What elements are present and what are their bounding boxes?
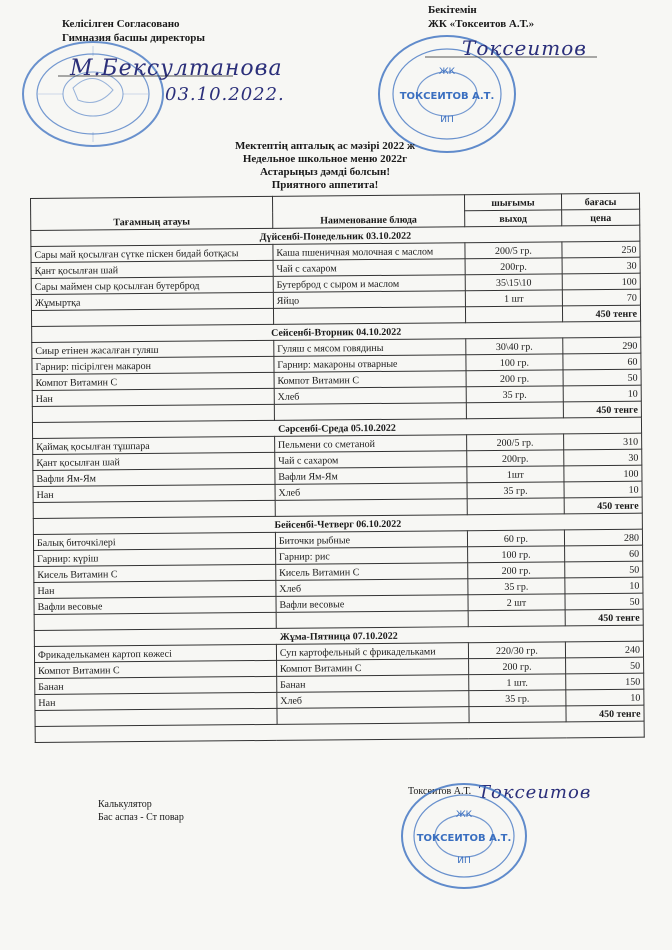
dish-name-ru: Суп картофельный с фрикадельками <box>276 643 468 661</box>
dish-name-ru: Хлеб <box>276 579 468 597</box>
dish-price: 50 <box>566 657 644 674</box>
empty-cell <box>273 307 465 325</box>
dish-output: 35 гр. <box>468 578 565 595</box>
day-total: 450 тенге <box>565 609 643 626</box>
day-name: Сәрсенбі-Среда 05.10.2022 <box>32 417 641 438</box>
dish-name-kz: Сиыр етінен жасалған гуляш <box>32 340 274 358</box>
dish-name-ru: Гарнир: макароны отварные <box>274 355 466 373</box>
day-name: Дүйсенбі-Понедельник 03.10.2022 <box>31 225 640 246</box>
dish-name-kz: Сары маймен сыр қосылған бутерброд <box>31 276 273 294</box>
dish-name-ru: Пельмени со сметаной <box>274 435 466 453</box>
dish-price: 10 <box>566 689 644 706</box>
ip-stamp-top-kz: ЖК <box>438 67 456 77</box>
dish-name-kz: Гарнир: пісірілген макарон <box>32 356 274 374</box>
ip-stamp-bottom-name: ТОКСЕИТОВ А.Т. <box>416 833 512 844</box>
dish-output: 200/5 гр. <box>465 242 562 259</box>
day-total: 450 тенге <box>563 401 641 418</box>
dish-price: 290 <box>563 337 641 354</box>
dish-name-ru: Биточки рыбные <box>275 531 467 549</box>
ip-stamp-top-name: ТОКСЕИТОВ А.Т. <box>399 91 495 102</box>
footer-calculator: Калькулятор <box>98 799 152 810</box>
col-output-kz: шығымы <box>464 194 561 211</box>
dish-name-kz: Компот Витамин С <box>32 372 274 390</box>
empty-cell <box>466 402 563 419</box>
dish-price: 150 <box>566 673 644 690</box>
dish-output: 2 шт <box>468 594 565 611</box>
dish-output: 1 шт <box>465 290 562 307</box>
approval-left-line2: Гимназия басшы директоры <box>62 32 205 44</box>
dish-name-kz: Сары май қосылған сүтке піскен бидай ботқасы <box>31 244 273 262</box>
dish-output: 100 гр. <box>467 546 564 563</box>
dish-output: 1шт <box>467 466 564 483</box>
dish-name-ru: Чай с сахаром <box>273 259 465 277</box>
dish-price: 10 <box>565 577 643 594</box>
dish-output: 35 гр. <box>466 386 563 403</box>
dish-name-ru: Хлеб <box>277 691 469 709</box>
dish-output: 220/30 гр. <box>468 642 565 659</box>
col-price-kz: бағасы <box>562 193 640 210</box>
dish-name-ru: Бутерброд с сыром и маслом <box>273 275 465 293</box>
day-total: 450 тенге <box>566 705 644 722</box>
empty-cell <box>275 499 467 517</box>
dish-name-ru: Вафли Ям-Ям <box>275 467 467 485</box>
dish-name-kz: Компот Витамин С <box>35 660 277 678</box>
dish-price: 50 <box>563 369 641 386</box>
dish-name-kz: Жұмыртқа <box>31 292 273 310</box>
approval-right <box>428 3 534 31</box>
approval-right-line1: Бекітемін <box>428 4 477 16</box>
dish-name-kz: Банан <box>35 676 277 694</box>
menu-title <box>170 140 480 192</box>
empty-cell <box>276 611 468 629</box>
dish-output: 200 гр. <box>466 370 563 387</box>
footer-signature: Токсеитов <box>478 782 592 803</box>
title-line1: Мектептің апталық ас мәзірі 2022 ж <box>235 140 415 152</box>
dish-output: 35 гр. <box>469 690 566 707</box>
dish-output: 35 гр. <box>467 482 564 499</box>
empty-cell <box>465 306 562 323</box>
approval-right-line2: ЖК «Токсеитов А.Т.» <box>428 18 535 30</box>
dish-output: 200 гр. <box>468 658 565 675</box>
dish-price: 100 <box>564 465 642 482</box>
dish-name-kz: Кисель Витамин С <box>34 564 276 582</box>
title-line3: Астарыңыз дәмді болсын! <box>259 166 391 178</box>
footer-left <box>98 798 184 824</box>
dish-price: 100 <box>562 273 640 290</box>
dish-price: 250 <box>562 241 640 258</box>
dish-name-kz: Гарнир: күріш <box>34 548 276 566</box>
left-date: 03.10.2022. <box>165 84 285 105</box>
dish-name-ru: Банан <box>277 675 469 693</box>
dish-name-kz: Нан <box>35 692 277 710</box>
dish-output: 200гр. <box>467 450 564 467</box>
empty-cell <box>274 403 466 421</box>
title-line2: Недельное школьное меню 2022г <box>242 153 408 165</box>
dish-name-ru: Хлеб <box>275 483 467 501</box>
ip-stamp-top-ru: ИП <box>440 115 454 125</box>
menu-table <box>30 193 645 743</box>
dish-name-ru: Яйцо <box>273 291 465 309</box>
dish-price: 240 <box>565 641 643 658</box>
dish-name-kz: Қант қосылған шай <box>33 452 275 470</box>
dish-price: 30 <box>562 257 640 274</box>
day-total: 450 тенге <box>564 497 642 514</box>
dish-name-ru: Вафли весовые <box>276 595 468 613</box>
dish-name-ru: Компот Витамин С <box>276 659 468 677</box>
dish-name-ru: Каша пшеничная молочная с маслом <box>273 243 465 261</box>
dish-name-kz: Вафли Ям-Ям <box>33 468 275 486</box>
dish-price: 10 <box>563 385 641 402</box>
dish-name-ru: Кисель Витамин С <box>276 563 468 581</box>
dish-output: 200/5 гр. <box>466 434 563 451</box>
dish-name-kz: Қаймақ қосылған тұшпара <box>33 436 275 454</box>
dish-name-kz: Нан <box>32 388 274 406</box>
empty-cell <box>467 498 564 515</box>
dish-output: 1 шт. <box>468 674 565 691</box>
dish-name-ru: Чай с сахаром <box>275 451 467 469</box>
dish-output: 60 гр. <box>467 530 564 547</box>
empty-cell <box>469 706 566 723</box>
dish-output: 30\40 гр. <box>466 338 563 355</box>
day-name: Сейсенбі-Вторник 04.10.2022 <box>32 321 641 342</box>
dish-price: 60 <box>563 353 641 370</box>
dish-name-kz: Қант қосылған шай <box>31 260 273 278</box>
right-signature: Токсеитов <box>462 36 587 60</box>
ip-stamp-bottom-ru: ИП <box>457 856 471 866</box>
dish-name-kz: Фрикаделькамен картоп көжесі <box>34 644 276 662</box>
dish-output: 200 гр. <box>468 562 565 579</box>
dish-name-kz: Нан <box>33 484 275 502</box>
dish-output: 100 гр. <box>466 354 563 371</box>
dish-name-ru: Хлеб <box>274 387 466 405</box>
dish-name-kz: Балық биточкілері <box>33 532 275 550</box>
dish-price: 60 <box>565 545 643 562</box>
empty-cell <box>468 610 565 627</box>
dish-price: 30 <box>564 449 642 466</box>
footer-chef: Бас аспаз - Ст повар <box>98 812 184 823</box>
day-name: Жұма-Пятница 07.10.2022 <box>34 625 643 646</box>
ip-stamp-bottom-kz: ЖК <box>455 810 473 820</box>
footer-right-name: Токсеитов А.Т. <box>408 786 472 797</box>
dish-output: 200гр. <box>465 258 562 275</box>
dish-price: 310 <box>564 433 642 450</box>
empty-cell <box>277 707 469 725</box>
ip-stamp-bottom <box>398 780 530 892</box>
day-name: Бейсенбі-Четверг 06.10.2022 <box>33 513 642 534</box>
col-kz-name: Тағамның атауы <box>31 196 273 230</box>
col-output-ru: выход <box>464 210 561 227</box>
title-line4: Приятного аппетита! <box>271 179 379 191</box>
dish-price: 50 <box>565 561 643 578</box>
dish-price: 280 <box>564 529 642 546</box>
dish-name-ru: Гарнир: рис <box>275 547 467 565</box>
dish-price: 70 <box>562 289 640 306</box>
dish-price: 10 <box>564 481 642 498</box>
dish-name-ru: Компот Витамин С <box>274 371 466 389</box>
day-total: 450 тенге <box>563 305 641 322</box>
dish-output: 35\15\10 <box>465 274 562 291</box>
dish-name-ru: Гуляш с мясом говядины <box>274 339 466 357</box>
dish-name-kz: Вафли весовые <box>34 596 276 614</box>
right-signature-underline <box>425 45 600 65</box>
left-signature: М.Бексултанова <box>70 56 283 81</box>
approval-left-line1: Келісілген Согласовано <box>62 18 180 30</box>
dish-name-kz: Нан <box>34 580 276 598</box>
col-price-ru: цена <box>562 209 640 226</box>
col-ru-name: Наименование блюда <box>272 195 464 229</box>
dish-price: 50 <box>565 593 643 610</box>
